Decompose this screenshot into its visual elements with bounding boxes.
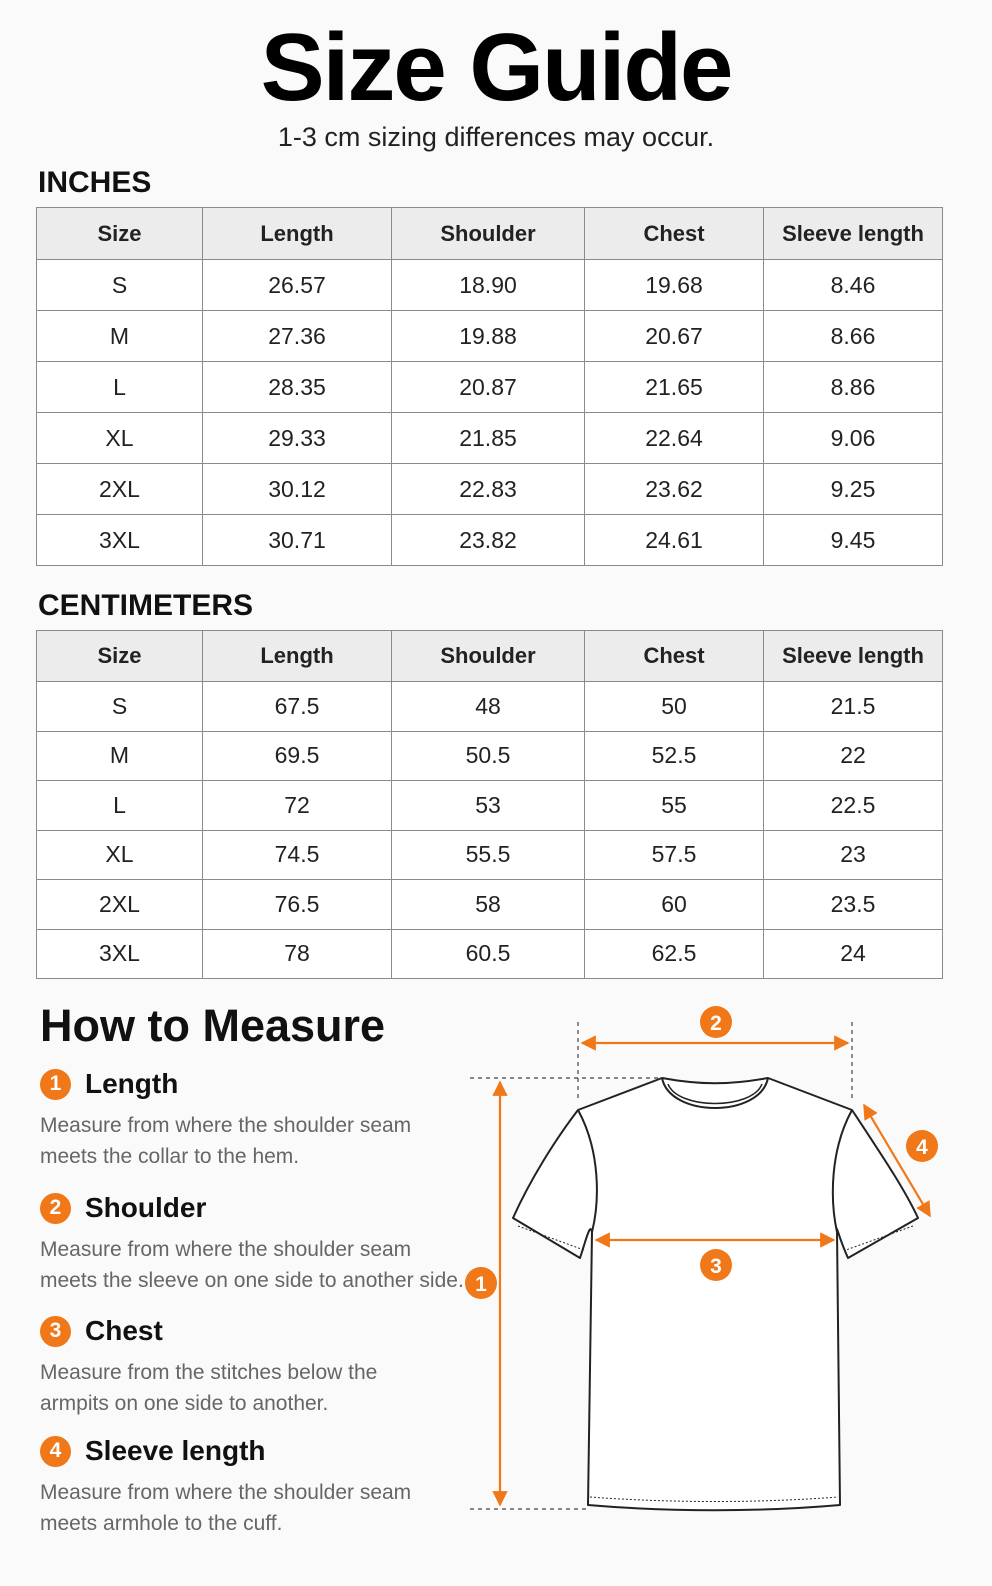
measurement-cell: 21.5	[764, 682, 943, 732]
measurement-cell: 21.85	[392, 413, 585, 464]
description-line: Measure from where the shoulder seam	[40, 1481, 412, 1504]
marker-label: 1	[475, 1273, 487, 1296]
measurement-cell: 28.35	[203, 362, 392, 413]
measurement-cell: 72	[203, 781, 392, 831]
centimeters-section-label: CENTIMETERS	[38, 589, 254, 622]
size-cell: XL	[37, 830, 203, 880]
measurement-cell: 50.5	[392, 731, 585, 781]
description-line: meets the sleeve on one side to another side.	[40, 1269, 464, 1292]
size-cell: XL	[37, 413, 203, 464]
number-badge: 2	[40, 1193, 71, 1224]
measurement-cell: 52.5	[585, 731, 764, 781]
size-cell: 3XL	[37, 929, 203, 979]
measurement-cell: 23	[764, 830, 943, 880]
description-line: Measure from where the shoulder seam	[40, 1238, 412, 1261]
page-title: Size Guide	[260, 14, 732, 121]
measurement-cell: 19.68	[585, 260, 764, 311]
table-row	[37, 413, 943, 464]
measurement-cell: 22.5	[764, 781, 943, 831]
size-cell: 2XL	[37, 464, 203, 515]
measure-item-title: Length	[85, 1068, 179, 1099]
table-row	[37, 311, 943, 362]
measure-item-description	[40, 1234, 470, 1296]
measurement-cell: 55	[585, 781, 764, 831]
description-line: meets armhole to the cuff.	[40, 1512, 283, 1535]
inches-section-label: INCHES	[38, 166, 152, 199]
marker-shoulder	[700, 1006, 732, 1038]
number-badge: 1	[40, 1069, 71, 1100]
marker-label: 2	[710, 1012, 722, 1035]
t-shirt-outline-icon	[513, 1078, 918, 1510]
table-header-row	[37, 208, 943, 260]
size-cell: L	[37, 781, 203, 831]
measure-item-title: Shoulder	[85, 1192, 207, 1223]
table-row	[37, 362, 943, 413]
number-badge: 3	[40, 1316, 71, 1347]
measure-item-shoulder	[40, 1190, 470, 1296]
measurement-cell: 22	[764, 731, 943, 781]
measurement-cell: 26.57	[203, 260, 392, 311]
measurement-cell: 22.83	[392, 464, 585, 515]
column-header: Size	[37, 631, 203, 682]
description-line: armpits on one side to another.	[40, 1392, 329, 1415]
measurement-cell: 18.90	[392, 260, 585, 311]
measurement-cell: 69.5	[203, 731, 392, 781]
table-row	[37, 929, 943, 979]
table-row	[37, 682, 943, 732]
marker-label: 3	[710, 1255, 722, 1278]
measurement-cell: 67.5	[203, 682, 392, 732]
measurement-cell: 76.5	[203, 880, 392, 930]
how-to-measure-title: How to Measure	[40, 1000, 386, 1051]
description-line: Measure from the stitches below the	[40, 1361, 378, 1384]
marker-length	[465, 1267, 497, 1299]
measurement-cell: 60	[585, 880, 764, 930]
measurement-cell: 30.12	[203, 464, 392, 515]
measurement-cell: 78	[203, 929, 392, 979]
column-header: Sleeve length	[764, 208, 943, 260]
measurement-cell: 57.5	[585, 830, 764, 880]
measurement-cell: 8.66	[764, 311, 943, 362]
number-badge: 4	[40, 1436, 71, 1467]
measurement-cell: 62.5	[585, 929, 764, 979]
column-header: Length	[203, 208, 392, 260]
measurement-cell: 48	[392, 682, 585, 732]
measurement-cell: 60.5	[392, 929, 585, 979]
measurement-cell: 55.5	[392, 830, 585, 880]
measure-item-title: Chest	[85, 1315, 163, 1346]
description-line: Measure from where the shoulder seam	[40, 1114, 412, 1137]
measurement-cell: 58	[392, 880, 585, 930]
t-shirt-measurement-diagram	[455, 990, 955, 1550]
centimeters-size-table	[36, 630, 943, 979]
marker-label: 4	[916, 1136, 928, 1159]
table-row	[37, 464, 943, 515]
measurement-cell: 8.86	[764, 362, 943, 413]
measurement-cell: 27.36	[203, 311, 392, 362]
measurement-cell: 21.65	[585, 362, 764, 413]
table-row	[37, 515, 943, 566]
measurement-cell: 20.67	[585, 311, 764, 362]
measurement-cell: 9.45	[764, 515, 943, 566]
measurement-cell: 23.62	[585, 464, 764, 515]
measurement-cell: 30.71	[203, 515, 392, 566]
table-row	[37, 830, 943, 880]
page-subtitle: 1-3 cm sizing differences may occur.	[277, 122, 715, 152]
measurement-cell: 29.33	[203, 413, 392, 464]
measurement-cell: 23.5	[764, 880, 943, 930]
measure-item-description	[40, 1477, 470, 1539]
column-header: Length	[203, 631, 392, 682]
measurement-cell: 74.5	[203, 830, 392, 880]
inches-size-table	[36, 207, 943, 566]
column-header: Size	[37, 208, 203, 260]
measurement-cell: 23.82	[392, 515, 585, 566]
table-row	[37, 731, 943, 781]
size-cell: L	[37, 362, 203, 413]
description-line: meets the collar to the hem.	[40, 1145, 300, 1168]
measurement-cell: 9.06	[764, 413, 943, 464]
table-row	[37, 880, 943, 930]
size-cell: 2XL	[37, 880, 203, 930]
measurement-cell: 22.64	[585, 413, 764, 464]
measure-item-sleeve-length	[40, 1433, 470, 1539]
size-cell: S	[37, 260, 203, 311]
measure-item-chest	[40, 1313, 470, 1419]
marker-sleeve-length	[906, 1130, 938, 1162]
table-header-row	[37, 631, 943, 682]
measurement-cell: 24.61	[585, 515, 764, 566]
measurement-cell: 20.87	[392, 362, 585, 413]
column-header: Chest	[585, 208, 764, 260]
column-header: Chest	[585, 631, 764, 682]
measure-item-description	[40, 1357, 470, 1419]
measurement-cell: 50	[585, 682, 764, 732]
column-header: Sleeve length	[764, 631, 943, 682]
size-cell: 3XL	[37, 515, 203, 566]
measure-item-length	[40, 1066, 470, 1172]
marker-chest	[700, 1249, 732, 1281]
table-row	[37, 260, 943, 311]
measurement-cell: 9.25	[764, 464, 943, 515]
measurement-cell: 19.88	[392, 311, 585, 362]
size-cell: M	[37, 731, 203, 781]
measurement-cell: 8.46	[764, 260, 943, 311]
column-header: Shoulder	[392, 208, 585, 260]
size-cell: S	[37, 682, 203, 732]
measure-item-description	[40, 1110, 470, 1172]
size-cell: M	[37, 311, 203, 362]
measurement-cell: 24	[764, 929, 943, 979]
measure-item-title: Sleeve length	[85, 1435, 266, 1466]
column-header: Shoulder	[392, 631, 585, 682]
table-row	[37, 781, 943, 831]
measurement-cell: 53	[392, 781, 585, 831]
